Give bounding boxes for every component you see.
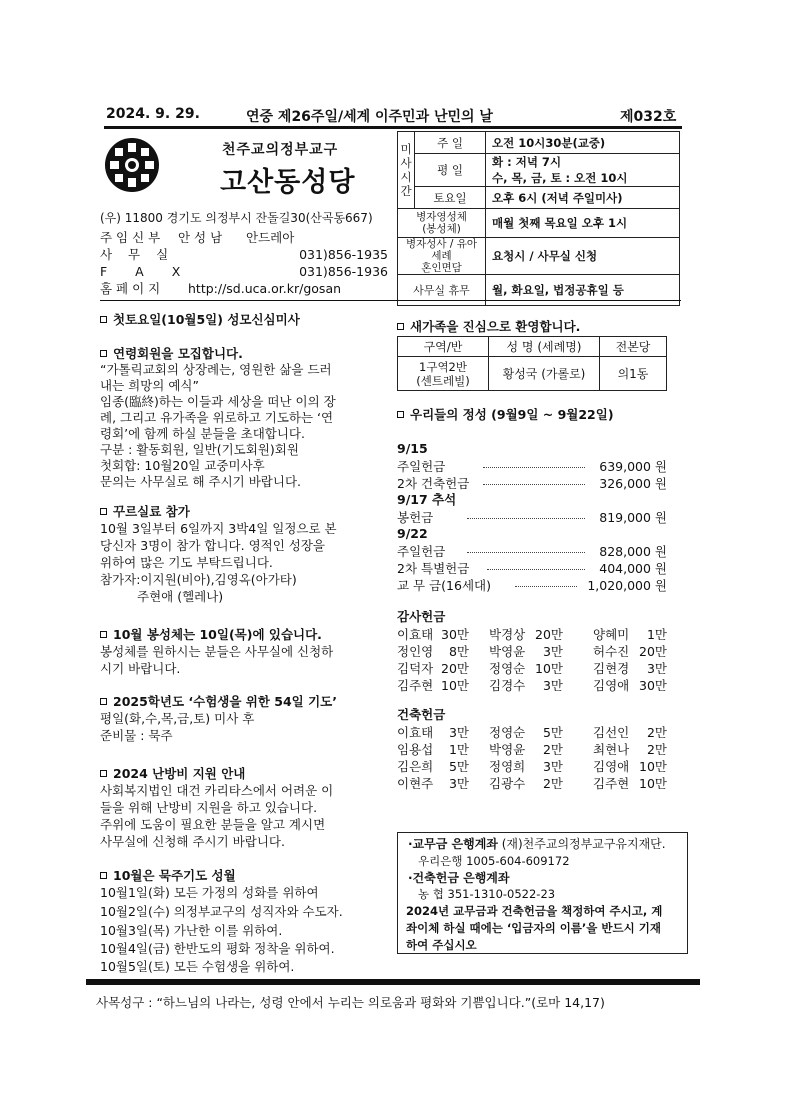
offering-date: 9/15 [397, 441, 428, 456]
donor-row [397, 676, 667, 693]
bullet-icon [397, 323, 404, 330]
donor-row [397, 740, 667, 757]
offering-amount: 828,000 원 [599, 544, 667, 559]
donor-row [397, 625, 667, 642]
donor-amount: 10만 [535, 661, 563, 676]
donor-name: 박영윤 [489, 742, 526, 757]
new-family-table [397, 336, 667, 391]
sacrament-info: 요청시 / 사무실 신청 [486, 238, 680, 275]
family-header: 구역/반 [398, 337, 489, 357]
bullet-icon [100, 350, 107, 357]
family-header: 성 명 (세례명) [489, 337, 600, 357]
donor-name: 김영애 [593, 759, 630, 774]
header-bar [104, 104, 682, 129]
communion-heading [100, 626, 322, 643]
pastor-baptismal: 안드레아 [246, 230, 295, 245]
donor-amount: 3만 [646, 661, 667, 676]
assoc-line: 임종(臨終)하는 이들과 세상을 떠난 이의 장 [100, 394, 336, 409]
donor-amount: 3만 [542, 678, 563, 693]
bank-note: 2024년 교무금과 건축헌금을 책정하여 주시고, 계 [406, 904, 663, 918]
donor-row [397, 723, 667, 740]
donor-row [397, 642, 667, 659]
header-divider [100, 300, 681, 301]
bank1-title: ·교무금 은행계좌 [408, 837, 498, 851]
offering-label: 2차 특별헌금 [397, 561, 470, 576]
donor-name: 허수진 [593, 644, 630, 659]
weekday-time-1: 화 : 저녁 7시 [486, 154, 680, 171]
address: (우) 11800 경기도 의정부시 잔돌길30(산곡동667) [100, 211, 373, 225]
office-label: 사 무 실 [100, 247, 175, 262]
assoc-line: 첫회합: 10월20일 교중미사후 [100, 458, 265, 473]
offering-label: 주일헌금 [397, 459, 446, 474]
bullet-icon [100, 508, 107, 515]
donor-name: 김주현 [397, 678, 434, 693]
assoc-line: 령회’에 함께 하실 분들을 초대합니다. [100, 426, 305, 441]
weekday-label: 평 일 [415, 154, 486, 187]
donor-amount: 2만 [542, 742, 563, 757]
communion-line: 봉성체를 원하시는 분들은 사무실에 신청하 [100, 644, 334, 659]
donor-amount: 3만 [542, 644, 563, 659]
weekday-time-2: 수, 목, 금, 토 : 오전 10시 [486, 170, 680, 187]
exam-line: 평일(화,수,목,금,토) 미사 후 [100, 711, 255, 726]
offering-amount: 404,000 원 [599, 561, 667, 576]
donor-amount: 10만 [441, 678, 469, 693]
heating-line: 사무실에 신청해 주시기 바랍니다. [100, 834, 285, 849]
donor-name: 이효태 [397, 725, 434, 740]
donor-name: 정영순 [489, 725, 526, 740]
donor-name: 정인영 [397, 644, 434, 659]
office-closed-days: 월, 화요일, 법정공휴일 등 [486, 275, 680, 306]
cursillo-line: 위하여 많은 기도 부탁드립니다. [100, 555, 273, 570]
assoc-line: 례, 그리고 유가족을 위로하고 기도하는 ‘연 [100, 410, 334, 425]
bank2-title: ·건축헌금 은행계좌 [408, 871, 510, 885]
rosary-line: 10월1일(화) 모든 가정의 성화를 위하여 [100, 885, 319, 900]
offering-amount: 1,020,000 원 [587, 578, 667, 593]
assoc-line: 구분 : 활동회원, 일반(기도회원)회원 [100, 442, 299, 457]
sacrament-label: 병자성사 / 유아세례 혼인면담 [398, 238, 486, 275]
family-cell: 의1동 [600, 357, 667, 391]
exam-title: 2025학년도 ‘수험생을 위한 54일 기도’ [113, 694, 337, 709]
assoc-heading [100, 345, 243, 362]
offering-label: 봉헌금 [397, 510, 434, 525]
donor-name: 김은희 [397, 759, 434, 774]
cursillo-line: 10월 3일부터 6일까지 3박4일 일정으로 본 [100, 521, 337, 536]
bank1-account: 우리은행 1005-604-609172 [418, 854, 570, 868]
donor-amount: 5만 [448, 759, 469, 774]
parish-logo-icon [104, 137, 160, 193]
offering-date: 9/22 [397, 526, 428, 541]
donor-name: 김경수 [489, 678, 526, 693]
cursillo-line: 당신자 3명이 참가 합니다. 영적인 성장을 [100, 538, 325, 553]
donor-name: 박경상 [489, 627, 526, 642]
offering-label: 주일헌금 [397, 544, 446, 559]
offering-row [397, 576, 667, 593]
web-label: 홈 페 이 지 [100, 281, 161, 296]
rosary-line: 10월3일(목) 가난한 이를 위하여. [100, 923, 283, 938]
bank1-org: (재)천주교의정부교구유지재단. [501, 837, 666, 851]
donor-amount: 20만 [639, 644, 667, 659]
donor-name: 정영순 [489, 661, 526, 676]
office-closed-label: 사무실 휴무 [398, 275, 486, 306]
rosary-line: 10월4일(금) 한반도의 평화 정착을 위하여. [100, 941, 335, 956]
exam-heading [100, 693, 337, 710]
pastoral-motto: 사목성구 : “하느님의 나라는, 성령 안에서 누리는 의로움과 평화와 기쁨입니다.”(로마 14,17) [96, 995, 605, 1010]
offering-heading [397, 406, 614, 423]
pastor-name: 안 성 남 [178, 230, 223, 245]
family-cell: 황성국 (가롤로) [489, 357, 600, 391]
bullet-icon [100, 770, 107, 777]
offering-amount: 326,000 원 [599, 476, 667, 491]
rosary-line: 10월2일(수) 의정부교구의 성직자와 수도자. [100, 904, 343, 919]
parish-name: 고산동성당 [220, 167, 356, 198]
sick-communion-time: 매월 첫째 목요일 오후 1시 [486, 209, 680, 238]
offering-title: 우리들의 정성 (9월9일 ~ 9월22일) [410, 407, 614, 422]
bank-note: 좌이체 하실 때에는 ‘입금자의 이름’을 반드시 기재 [406, 921, 661, 935]
thanks-heading: 감사헌금 [397, 609, 446, 624]
donor-amount: 30만 [639, 678, 667, 693]
donor-amount: 3만 [542, 759, 563, 774]
pastor-row [100, 229, 295, 246]
building-heading: 건축헌금 [397, 707, 446, 722]
web-url[interactable]: http://sd.uca.or.kr/gosan [188, 281, 342, 296]
donor-name: 임용섭 [397, 742, 434, 757]
rosary-line: 10월5일(토) 모든 수험생을 위하여. [100, 959, 295, 974]
offering-row [397, 559, 667, 576]
mass-times-table [397, 131, 680, 306]
donor-amount: 30만 [441, 627, 469, 642]
donor-name: 양혜미 [593, 627, 630, 642]
offering-label: 교 무 금(16세대) [397, 578, 491, 593]
bullet-icon [100, 316, 107, 323]
donor-name: 이효태 [397, 627, 434, 642]
donor-amount: 8만 [448, 644, 469, 659]
bullet-icon [100, 631, 107, 638]
communion-line: 시기 바랍니다. [100, 661, 181, 676]
bank-account-box [397, 832, 688, 954]
offering-row [397, 508, 667, 525]
donor-amount: 10만 [639, 776, 667, 791]
bullet-icon [397, 411, 404, 418]
donor-amount: 2만 [646, 742, 667, 757]
offering-row [397, 457, 667, 474]
welcome-title: 새가족을 진심으로 환영합니다. [410, 319, 581, 334]
fax-row [100, 263, 388, 280]
assoc-line: 내는 희망의 예식” [100, 378, 199, 393]
offering-amount: 639,000 원 [599, 459, 667, 474]
donor-row [397, 774, 667, 791]
liturgical-theme: 연중 제26주일/세계 이주민과 난민의 날 [246, 109, 493, 125]
cursillo-line: 참가자:이지원(비아),김영옥(아가타) [100, 572, 297, 587]
donor-amount: 1만 [646, 627, 667, 642]
bank-note: 하여 주십시오 [406, 938, 477, 952]
first-saturday-notice [100, 311, 300, 328]
donor-row [397, 757, 667, 774]
donor-amount: 2만 [646, 725, 667, 740]
sick-communion-label: 병자영성체 (봉성체) [398, 209, 486, 238]
donor-amount: 20만 [535, 627, 563, 642]
sunday-label: 주 일 [415, 132, 486, 154]
bulletin-date: 2024. 9. 29. [106, 106, 200, 122]
saturday-time: 오후 6시 (저녁 주일미사) [486, 187, 680, 209]
web-row [100, 280, 342, 297]
donor-amount: 1만 [448, 742, 469, 757]
family-header: 전본당 [600, 337, 667, 357]
fax-label: F A X [100, 264, 193, 279]
pastor-label: 주 임 신 부 [100, 230, 161, 245]
welcome-heading [397, 318, 580, 335]
donor-name: 김영애 [593, 678, 630, 693]
bullet-icon [100, 872, 107, 879]
donor-name: 이현주 [397, 776, 434, 791]
cursillo-line: 주현애 (헬레나) [137, 589, 224, 604]
donor-name: 김광수 [489, 776, 526, 791]
issue-number: 제032호 [620, 109, 677, 125]
donor-name: 정영희 [489, 759, 526, 774]
offering-row [397, 474, 667, 491]
heating-title: 2024 난방비 지원 안내 [113, 766, 246, 781]
bullet-icon [100, 698, 107, 705]
sunday-time: 오전 10시30분(교중) [486, 132, 680, 154]
donor-name: 김주현 [593, 776, 630, 791]
donor-amount: 10만 [639, 759, 667, 774]
assoc-title: 연령회원을 모집합니다. [113, 346, 243, 361]
assoc-line: 문의는 사무실로 해 주시기 바랍니다. [100, 474, 301, 489]
donor-amount: 3만 [448, 776, 469, 791]
donor-name: 김선인 [593, 725, 630, 740]
rosary-heading [100, 867, 236, 884]
offering-row [397, 542, 667, 559]
footer-bar [86, 979, 700, 985]
donor-amount: 20만 [441, 661, 469, 676]
rosary-title: 10월은 묵주기도 성월 [113, 868, 236, 883]
heating-heading [100, 765, 245, 782]
mass-label: 미 사 시 간 [398, 132, 415, 209]
cursillo-heading [100, 503, 190, 520]
offering-amount: 819,000 원 [599, 510, 667, 525]
heating-line: 사회복지법인 대건 카리타스에서 어려운 이 [100, 783, 334, 798]
donor-name: 김현경 [593, 661, 630, 676]
office-row [100, 246, 388, 263]
donor-amount: 5만 [542, 725, 563, 740]
saturday-label: 토요일 [415, 187, 486, 209]
communion-title: 10월 봉성체는 10일(목)에 있습니다. [113, 627, 322, 642]
donor-name: 박영윤 [489, 644, 526, 659]
offering-label: 2차 건축헌금 [397, 476, 470, 491]
donor-amount: 2만 [542, 776, 563, 791]
office-phone: 031)856-1935 [299, 247, 388, 262]
offering-date: 9/17 추석 [397, 492, 457, 507]
donor-row [397, 659, 667, 676]
donor-name: 김덕자 [397, 661, 434, 676]
exam-line: 준비물 : 묵주 [100, 728, 173, 743]
donor-name: 최현나 [593, 742, 630, 757]
family-cell: 1구역2반 (센트레빌) [398, 357, 489, 391]
heating-line: 주위에 도움이 필요한 분들을 알고 계시면 [100, 817, 326, 832]
first-saturday-text: 첫토요일(10월5일) 성모신심미사 [113, 312, 300, 327]
heating-line: 들을 위해 난방비 지원을 하고 있습니다. [100, 800, 318, 815]
cursillo-title: 꾸르실료 참가 [113, 504, 190, 519]
assoc-line: “가톨릭교회의 상장례는, 영원한 삶을 드러 [100, 362, 332, 377]
fax-number: 031)856-1936 [299, 264, 388, 279]
diocese-name: 천주교의정부교구 [222, 142, 339, 158]
bank2-account: 농 협 351-1310-0522-23 [418, 887, 556, 901]
bank1-row [408, 836, 666, 853]
donor-amount: 3만 [448, 725, 469, 740]
